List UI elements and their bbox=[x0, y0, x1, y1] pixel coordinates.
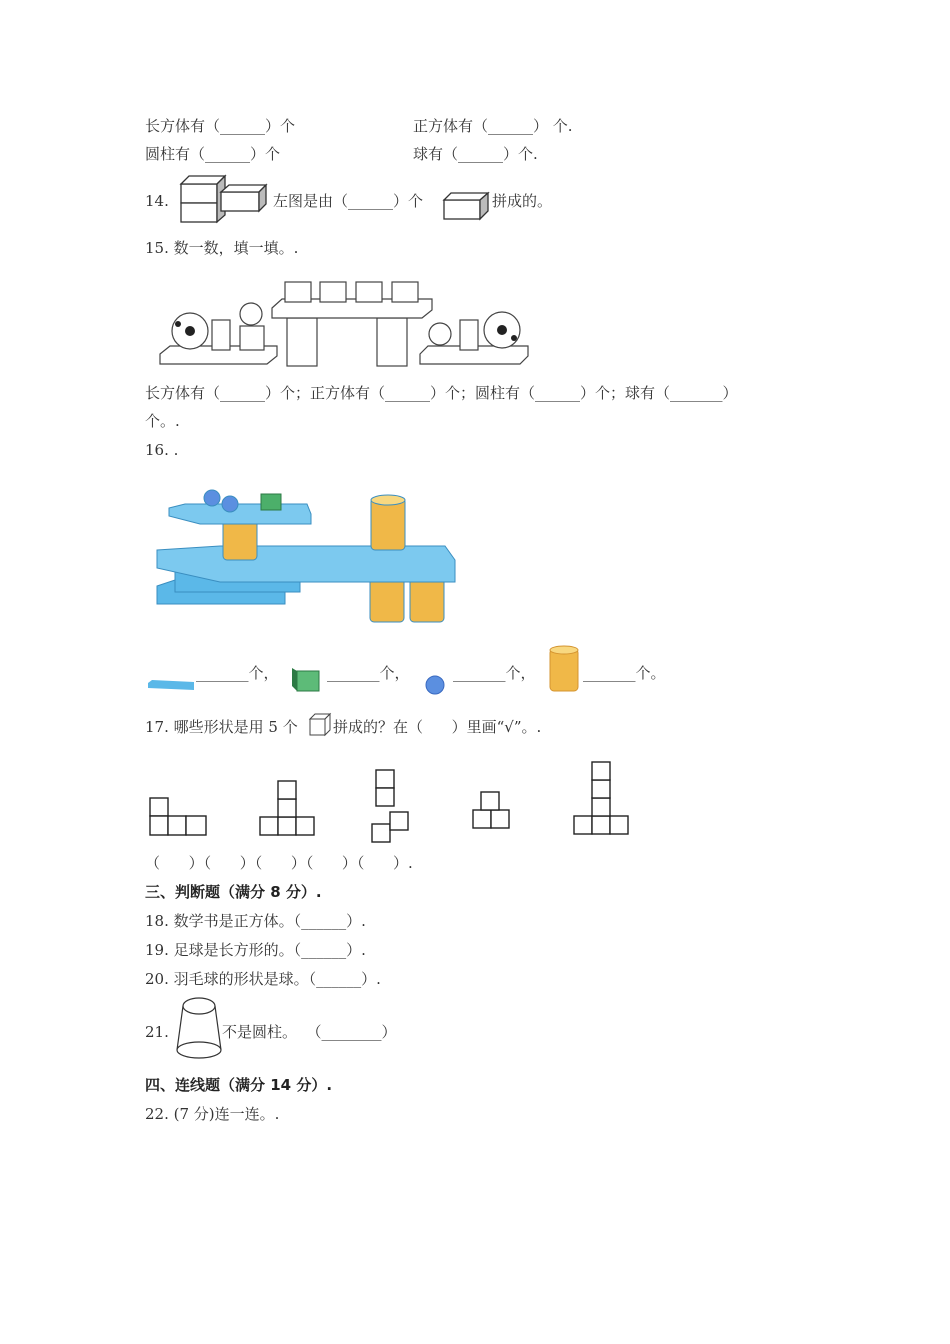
q16-blank-board: _______个， bbox=[196, 664, 279, 682]
ball-icon bbox=[425, 675, 445, 695]
q15-answer-line2: 个。. bbox=[145, 412, 180, 430]
q13-cube: 正方体有（______） 个. bbox=[413, 117, 573, 135]
q15-shapes-figure bbox=[160, 272, 530, 372]
q20: 20. 羽毛球的形状是球。（______）. bbox=[145, 970, 381, 988]
q21-text: 不是圆柱。 （________） bbox=[222, 1023, 397, 1041]
board-icon bbox=[148, 680, 194, 692]
q15-answer-line: 长方体有（______）个；正方体有（______）个；圆柱有（______）个；球有（_______） bbox=[145, 384, 738, 402]
cube-icon bbox=[292, 666, 320, 692]
q18: 18. 数学书是正方体。（______）. bbox=[145, 912, 366, 930]
q14-number: 14. bbox=[145, 192, 169, 210]
q16-blocks-figure bbox=[155, 488, 460, 628]
section-3-title: 三、判断题（满分 8 分）. bbox=[145, 883, 322, 901]
q17-title-a: 17. 哪些形状是用 5 个 bbox=[145, 718, 298, 736]
q13-cuboid: 长方体有（______）个 bbox=[145, 117, 296, 135]
q16-blank-cylinder: _______个。 bbox=[583, 664, 666, 682]
q16-blank-cube: _______个， bbox=[327, 664, 410, 682]
q13-cylinder: 圆柱有（______）个 bbox=[145, 145, 281, 163]
q13-sphere: 球有（______）个. bbox=[413, 145, 538, 163]
q14-block-figure bbox=[180, 175, 270, 223]
q16-blank-ball: _______个， bbox=[453, 664, 536, 682]
q17-option-brackets: （ ）（ ）（ ）（ ）（ ）. bbox=[145, 854, 413, 872]
cube-icon bbox=[309, 713, 331, 737]
cup-figure bbox=[176, 996, 222, 1062]
q14-text-b: 拼成的。 bbox=[492, 192, 553, 210]
q17-title-b: 拼成的？在（ ）里画“√”。. bbox=[333, 718, 542, 736]
q14-text-a: 左图是由（______）个 bbox=[273, 192, 424, 210]
cuboid-icon bbox=[443, 192, 489, 220]
cylinder-icon bbox=[549, 645, 579, 693]
section-4-title: 四、连线题（满分 14 分）. bbox=[145, 1076, 333, 1094]
q15-title: 15. 数一数，填一填。. bbox=[145, 239, 299, 257]
q17-cube-figures bbox=[148, 750, 648, 842]
q19: 19. 足球是长方形的。（______）. bbox=[145, 941, 366, 959]
q22: 22. (7 分)连一连。. bbox=[145, 1105, 280, 1123]
q16-number: 16. . bbox=[145, 441, 179, 459]
q21-number: 21. bbox=[145, 1023, 169, 1041]
